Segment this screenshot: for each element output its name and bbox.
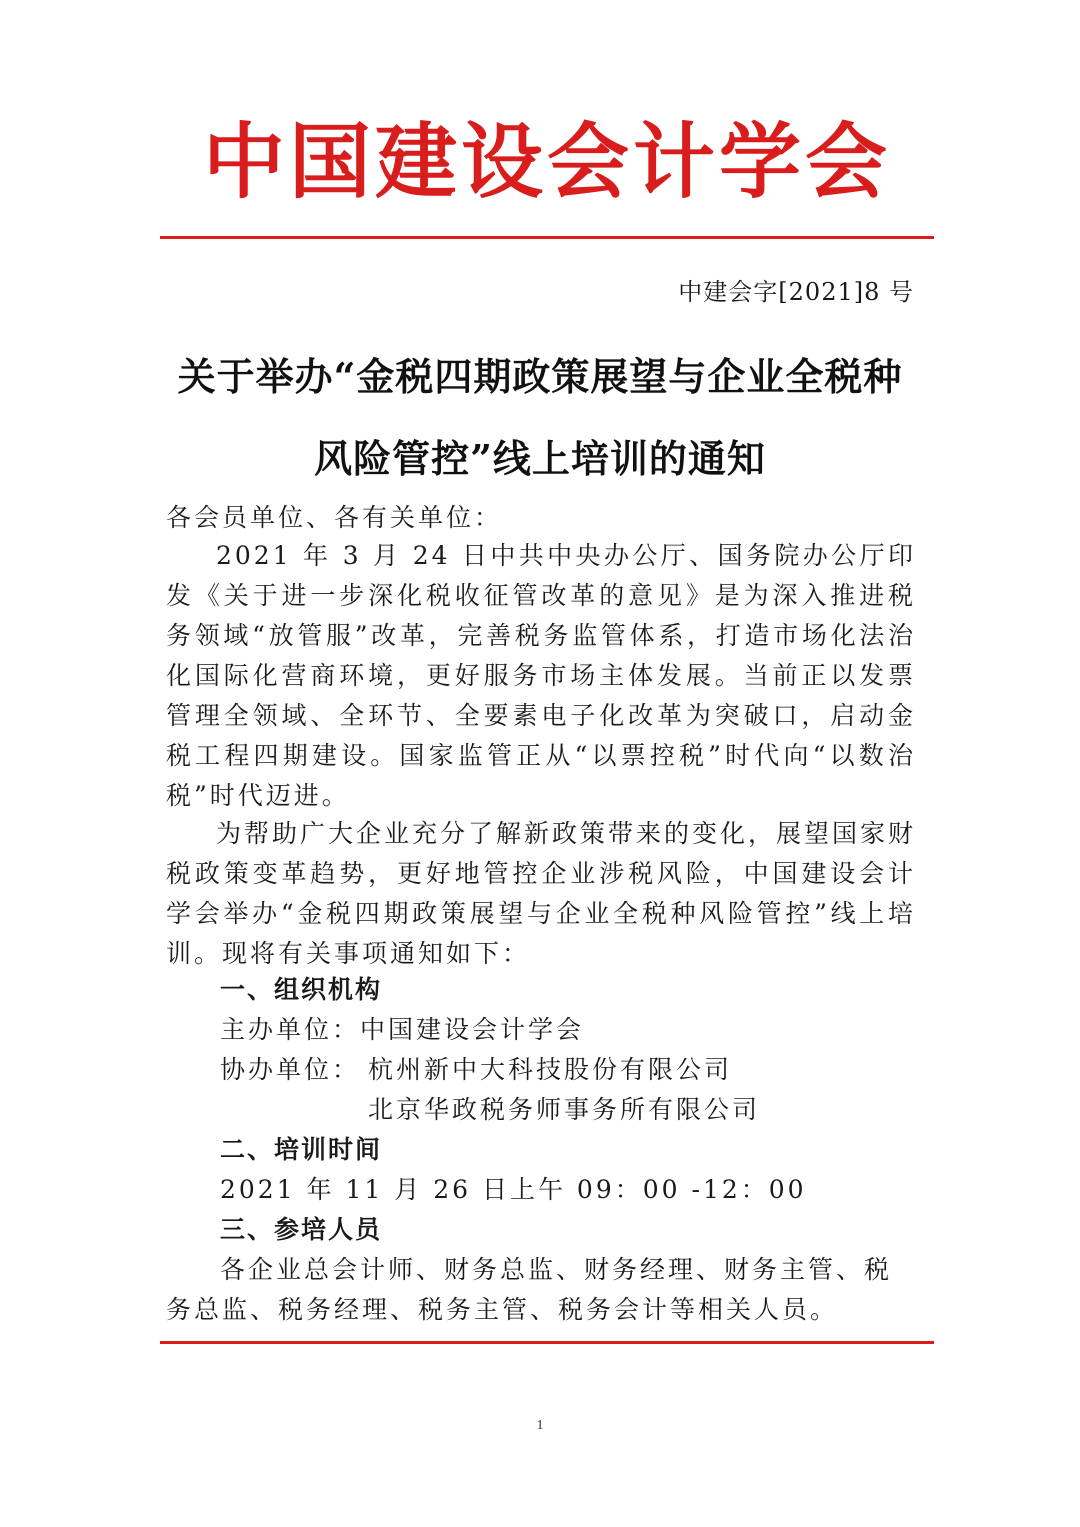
footer-divider bbox=[160, 1341, 934, 1344]
participants-line-2: 务总监、税务经理、税务主管、税务会计等相关人员。 bbox=[166, 1295, 839, 1324]
salutation: 各会员单位、各有关单位： bbox=[166, 503, 503, 532]
section-heading-time: 二、培训时间 bbox=[220, 1135, 383, 1164]
co-organizer-1: 杭州新中大科技股份有限公司 bbox=[368, 1055, 733, 1084]
section-heading-participants: 三、参培人员 bbox=[220, 1215, 383, 1244]
letterhead-divider bbox=[160, 236, 934, 239]
training-time: 2021 年 11 月 26 日上午 09：00 -12：00 bbox=[220, 1175, 807, 1204]
participants-line-1: 各企业总会计师、财务总监、财务经理、财务主管、税 bbox=[220, 1255, 893, 1284]
document-number: 中建会字[2021]8 号 bbox=[678, 278, 914, 306]
co-organizer-label: 协办单位： bbox=[220, 1055, 361, 1084]
host-organization: 主办单位：中国建设会计学会 bbox=[220, 1015, 585, 1044]
paragraph-purpose: 为帮助广大企业充分了解新政策带来的变化，展望国家财税政策变革趋势，更好地管控企业涉税风险，中国建设会计学会举办“金税四期政策展望与企业全税种风险管控”线上培训。现将有关事项通知如下： bbox=[166, 819, 917, 968]
page-number: 1 bbox=[536, 1418, 544, 1433]
document-title-line-1: 关于举办“金税四期政策展望与企业全税种 bbox=[177, 354, 903, 399]
org-letterhead: 中国建设会计学会 bbox=[202, 114, 891, 210]
section-heading-organization: 一、组织机构 bbox=[220, 975, 383, 1004]
co-organizer-2: 北京华政税务师事务所有限公司 bbox=[368, 1095, 761, 1124]
document-title-line-2: 风险管控”线上培训的通知 bbox=[314, 436, 766, 481]
paragraph-background: 2021 年 3 月 24 日中共中央办公厅、国务院办公厅印发《关于进一步深化税收征管改革的意见》是为深入推进税务领域“放管服”改革，完善税务监管体系，打造市场化法治化国际化营商环境，更好服务市场主体发展。当前正以发票管理全领域、全环节、全要素电子化改革为突破口，启动金税工程四期建设。国家监管正从“以票控税”时代向“以数治税”时代迈进。 bbox=[166, 541, 916, 810]
